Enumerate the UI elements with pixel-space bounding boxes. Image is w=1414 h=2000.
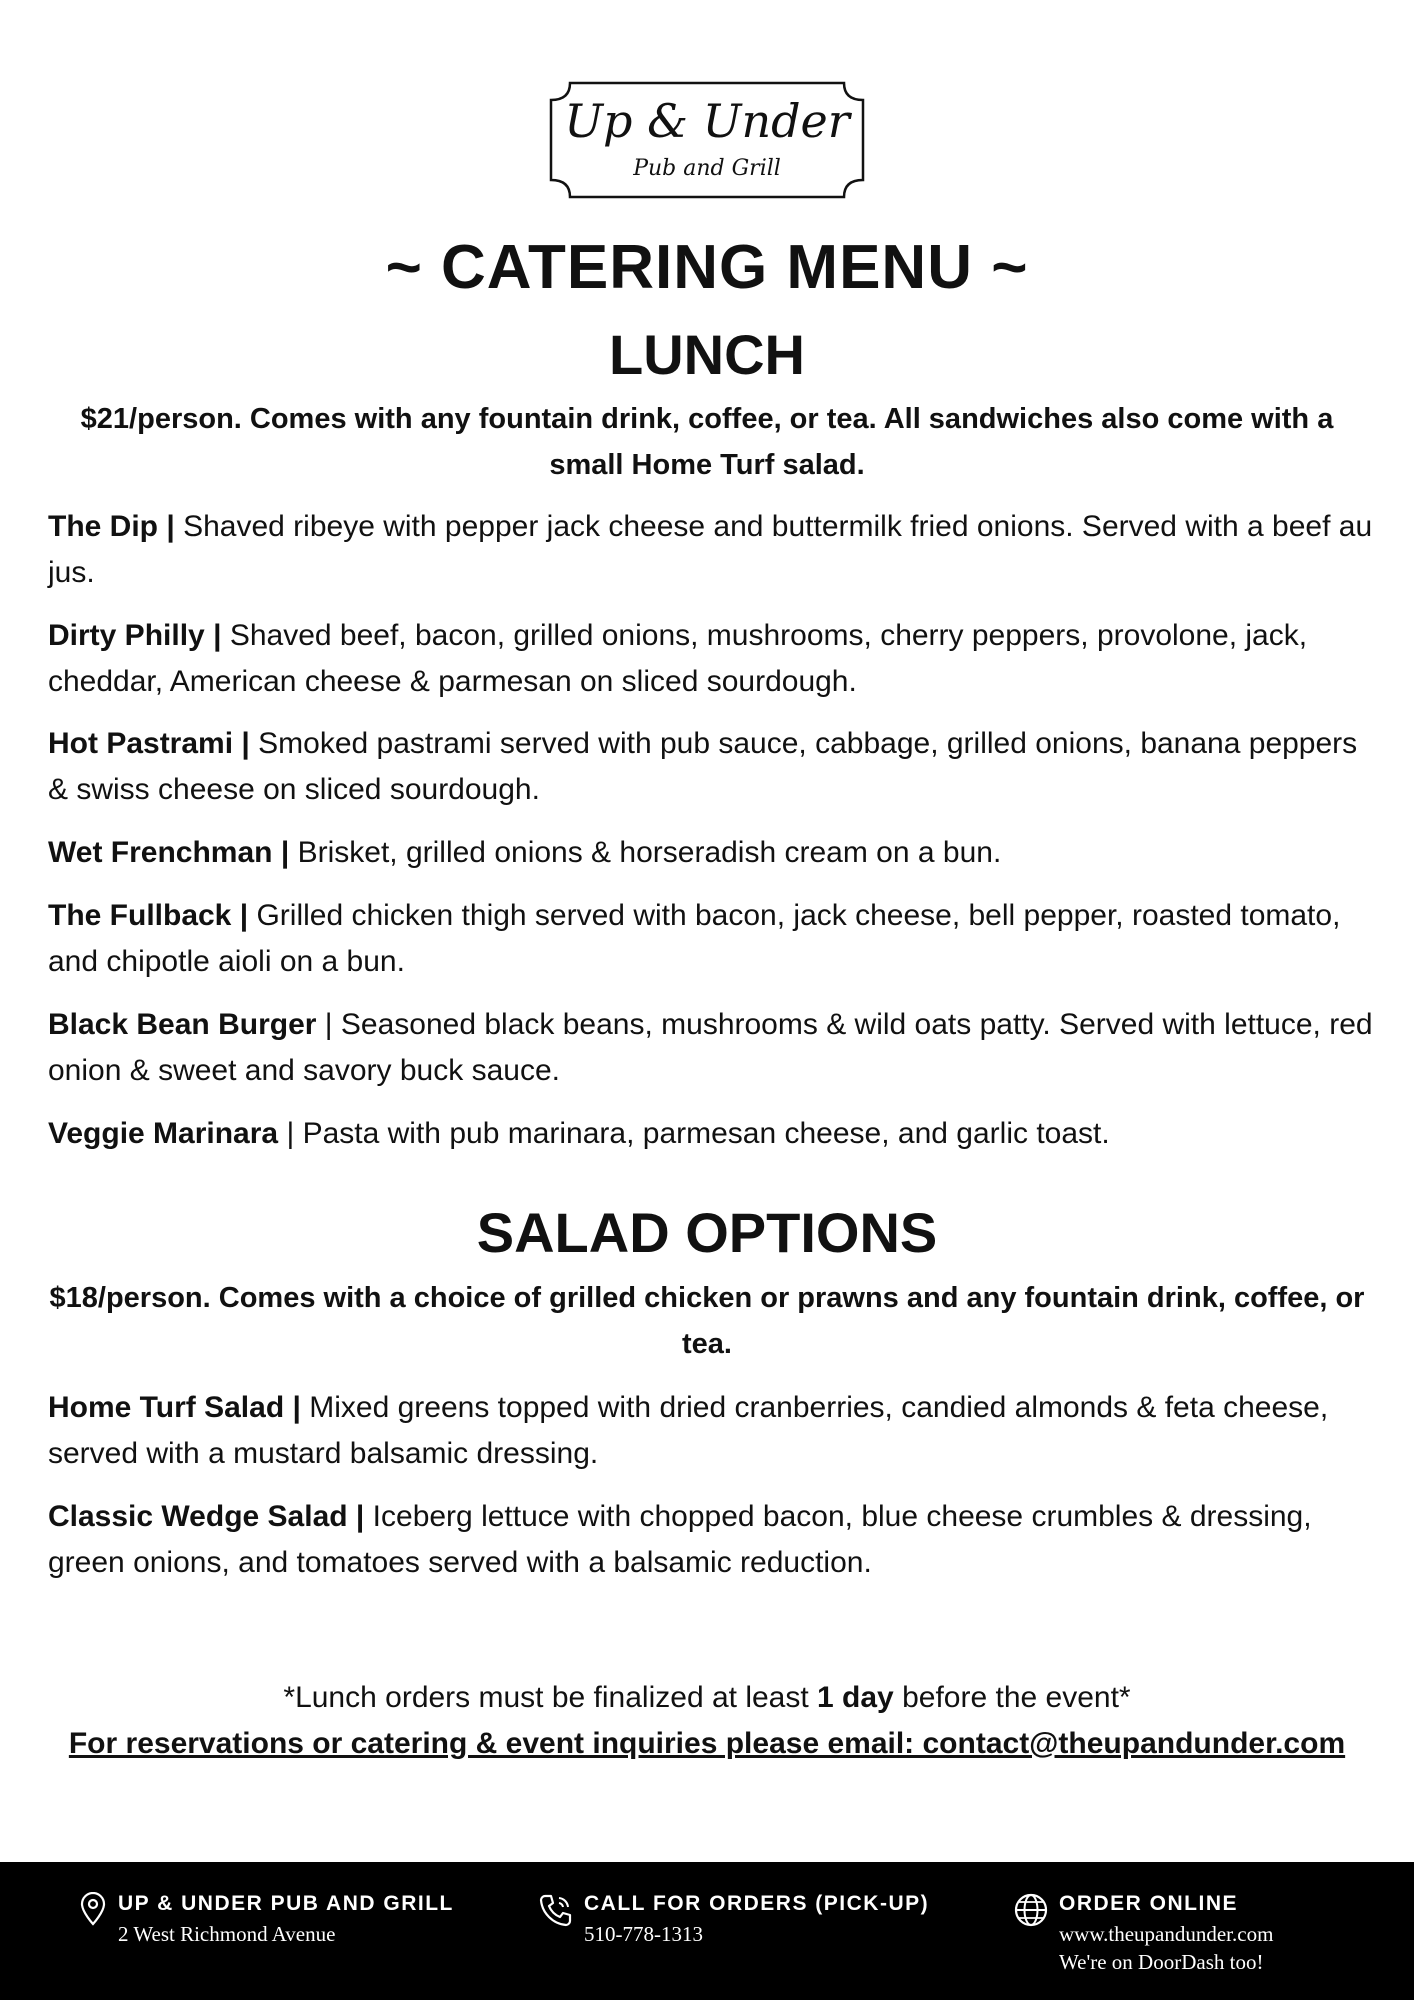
item-separator: |: [286, 1117, 295, 1150]
menu-item: [48, 721, 1378, 813]
deadline-text-before: *Lunch orders must be finalized at least: [283, 1681, 818, 1714]
footer: [0, 1862, 1414, 2000]
menu-item: [48, 1385, 1378, 1477]
item-separator: |: [213, 619, 222, 652]
menu-item: [48, 830, 1378, 876]
menu-item-name: Classic Wedge Salad: [48, 1500, 348, 1533]
menu-item-name: Black Bean Burger: [48, 1008, 317, 1041]
page-title: ~ CATERING MENU ~: [385, 233, 1029, 302]
footer-website-link[interactable]: www.theupandunder.com: [1059, 1922, 1274, 1946]
menu-item: [48, 504, 1378, 596]
location-pin-icon: [78, 1892, 108, 1926]
menu-item-name: Home Turf Salad: [48, 1391, 285, 1424]
menu-item: [48, 1111, 1378, 1157]
item-separator: |: [166, 510, 175, 543]
menu-item-description: Shaved beef, bacon, grilled onions, mushrooms, cherry peppers, provolone, jack, cheddar, American cheese & parmesan on sliced sourdough.: [48, 619, 1308, 698]
item-separator: |: [324, 1008, 333, 1041]
footer-phone-number[interactable]: 510-778-1313: [584, 1922, 703, 1946]
menu-item-description: Shaved ribeye with pepper jack cheese and buttermilk fried onions. Served with a beef au jus.: [48, 510, 1373, 589]
menu-item-description: Brisket, grilled onions & horseradish cream on a bun.: [297, 836, 1002, 869]
item-separator: |: [280, 836, 290, 869]
menu-item-description: Grilled chicken thigh served with bacon, jack cheese, bell pepper, roasted tomato, and chipotle aioli on a bun.: [48, 899, 1341, 978]
item-separator: |: [355, 1500, 365, 1533]
menu-item-name: The Dip: [48, 510, 158, 543]
deadline-text-after: before the event*: [893, 1681, 1131, 1714]
menu-item-description: Smoked pastrami served with pub sauce, cabbage, grilled onions, banana peppers & swiss cheese on sliced sourdough.: [48, 727, 1358, 806]
footer-online-title: ORDER ONLINE: [1059, 1892, 1239, 1915]
menu-item-name: Wet Frenchman: [48, 836, 273, 869]
menu-item-description: Seasoned black beans, mushrooms & wild oats patty. Served with lettuce, red onion & sweet and savory buck sauce.: [48, 1008, 1373, 1087]
menu-item: [48, 893, 1378, 985]
order-deadline-note: [0, 1675, 1414, 1721]
menu-item-description: Iceberg lettuce with chopped bacon, blue cheese crumbles & dressing, green onions, and tomatoes served with a balsamic reduction.: [48, 1500, 1312, 1579]
menu-item-description: Pasta with pub marinara, parmesan cheese, and garlic toast.: [302, 1117, 1110, 1150]
deadline-text-bold: 1 day: [817, 1681, 894, 1714]
salad-heading: SALAD OPTIONS: [476, 1201, 938, 1264]
footer-doordash-note: We're on DoorDash too!: [1059, 1950, 1264, 1974]
menu-item: [48, 613, 1378, 705]
menu-item: [48, 1002, 1378, 1094]
globe-icon: [1013, 1892, 1049, 1928]
menu-item-name: Hot Pastrami: [48, 727, 234, 760]
logo-subtitle: Pub and Grill: [633, 156, 781, 181]
footer-phone-title: CALL FOR ORDERS (PICK-UP): [584, 1892, 930, 1915]
menu-item-name: Dirty Philly: [48, 619, 205, 652]
menu-item-description: Mixed greens topped with dried cranberries, candied almonds & feta cheese, served with a mustard balsamic dressing.: [48, 1391, 1329, 1470]
item-separator: |: [292, 1391, 301, 1424]
logo-name: Up & Under: [564, 94, 850, 148]
phone-icon: [538, 1892, 574, 1928]
menu-item: [48, 1494, 1378, 1586]
logo: [548, 80, 866, 200]
lunch-heading: LUNCH: [609, 323, 805, 386]
footer-address-line: 2 West Richmond Avenue: [118, 1922, 336, 1946]
salad-note: $18/person. Comes with a choice of grilled chicken or prawns and any fountain drink, coffee, or tea.: [49, 1282, 1365, 1360]
menu-item-name: Veggie Marinara: [48, 1117, 279, 1150]
contact-email-link[interactable]: For reservations or catering & event inquiries please email: contact@theupandunder.com: [68, 1727, 1346, 1760]
item-separator: |: [239, 899, 249, 932]
menu-item-name: The Fullback: [48, 899, 232, 932]
footer-address-title: UP & UNDER PUB AND GRILL: [118, 1892, 454, 1915]
item-separator: |: [241, 727, 250, 760]
lunch-note: $21/person. Comes with any fountain drink, coffee, or tea. All sandwiches also come with a small Home Turf salad.: [80, 403, 1334, 481]
